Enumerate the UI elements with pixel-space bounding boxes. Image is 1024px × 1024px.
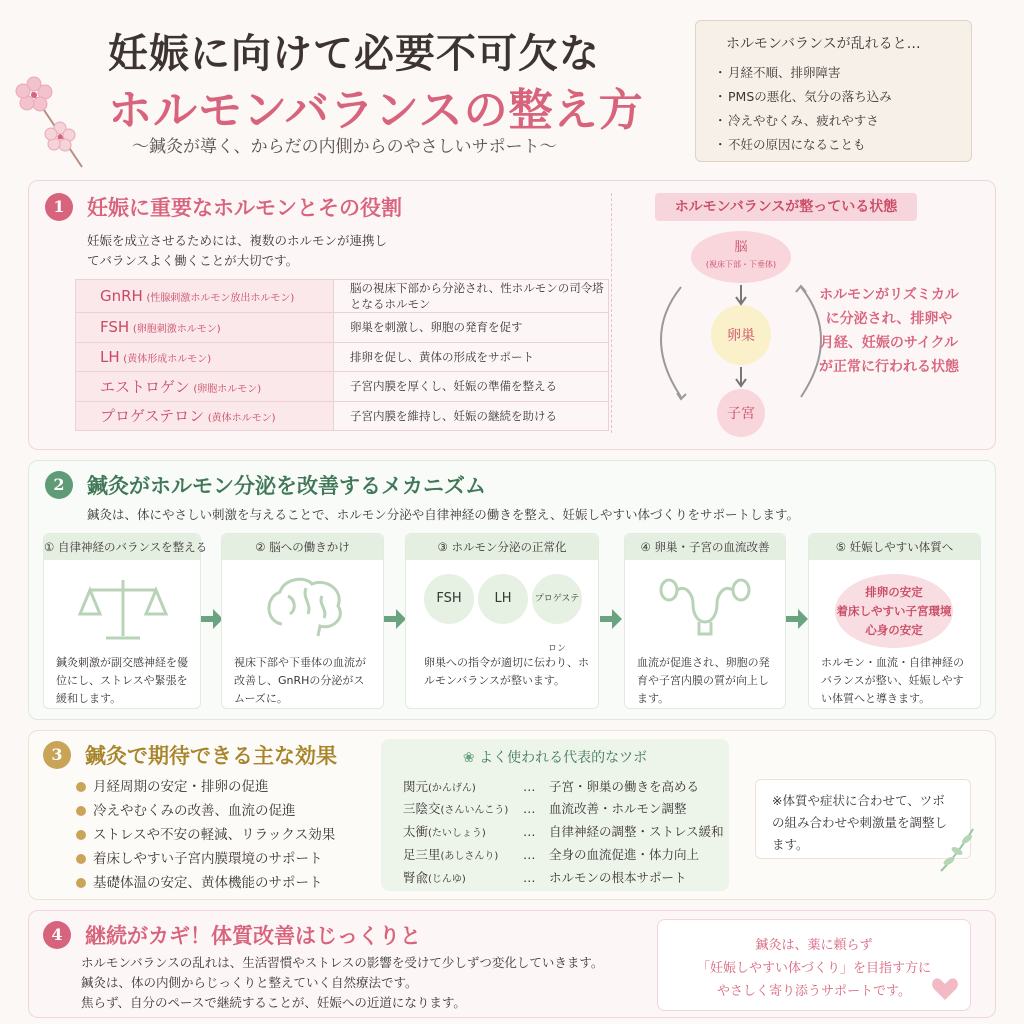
text-line: ホルモンバランスの乱れは、生活習慣やストレスの影響を受けて少しずつ変化していきます。 xyxy=(81,955,604,970)
hormone-desc: 卵巣を刺激し、卵胞の発育を促す xyxy=(334,313,609,343)
hormone-sub: (卵胞ホルモン) xyxy=(193,383,262,395)
tsubo-reading: (じんゆ) xyxy=(428,874,466,885)
tsubo-name: 腎兪 xyxy=(403,870,429,885)
heart-icon xyxy=(931,977,959,1001)
balance-description: ホルモンがリズミカルに分泌され、排卵や月経、妊娠のサイクルが正常に行われる状態 xyxy=(819,287,959,375)
divider xyxy=(611,193,612,433)
section-number: 1 xyxy=(45,193,73,221)
leaf-icon: ❀ xyxy=(462,750,475,766)
tsubo-reading: (かんげん) xyxy=(428,783,476,794)
step-title: ⑤ 妊娠しやすい体質へ xyxy=(809,534,980,560)
tsubo-effect: 全身の血流促進・体力向上 xyxy=(549,847,700,862)
mechanism-step xyxy=(624,533,786,709)
hormone-desc: 子宮内膜を維持し、妊娠の継続を助ける xyxy=(334,401,609,431)
hormone-name: GnRH xyxy=(100,287,143,305)
step-description: 視床下部や下垂体の血流が改善し、GnRHの分泌がスムーズに。 xyxy=(234,656,366,705)
arrow-right-icon xyxy=(600,609,622,629)
uterus-icon xyxy=(657,576,753,640)
table-row xyxy=(76,280,609,313)
hormone-sub: (黄体形成ホルモン) xyxy=(123,353,212,365)
effects-list xyxy=(73,775,335,895)
hormone-desc: 脳の視床下部から分泌され、性ホルモンの司令塔となるホルモン xyxy=(334,280,609,313)
arrow-right-icon xyxy=(201,609,223,629)
section-number: 2 xyxy=(45,471,73,499)
note-line: 鍼灸は、薬に頼らず xyxy=(755,938,873,953)
text-line: 鍼灸は、体の内側からじっくりと整えていく自然療法です。 xyxy=(81,975,418,990)
section-continuation xyxy=(28,910,996,1018)
hormone-name: プロゲステロン xyxy=(100,407,205,426)
hormone-sub: (性腺刺激ホルモン放出ホルモン) xyxy=(146,293,295,304)
list-item: 着床しやすい子宮内膜環境のサポート xyxy=(73,847,335,871)
hormone-name: FSH xyxy=(100,318,130,337)
step-title: ③ ホルモン分泌の正常化 xyxy=(406,534,598,560)
hormone-desc: 子宮内膜を厚くし、妊娠の準備を整える xyxy=(334,372,609,402)
tsubo-effect: ホルモンの根本サポート xyxy=(549,870,687,885)
brain-icon xyxy=(262,574,348,640)
mechanism-step xyxy=(405,533,599,709)
imbalance-box xyxy=(695,20,972,162)
hormone-circle: LH xyxy=(478,574,528,624)
result-item: 心身の安定 xyxy=(865,623,923,637)
hormone-desc: 排卵を促し、黄体の形成をサポート xyxy=(334,342,609,372)
text-line: 焦らず、自分のペースで継続することが、妊娠への近道になります。 xyxy=(81,995,466,1010)
hormone-table xyxy=(75,279,609,431)
tsubo-reading: (あしさんり) xyxy=(440,851,499,862)
note-line: やさしく寄り添うサポートです。 xyxy=(717,984,911,999)
step-description: ホルモン・血流・自律神経のバランスが整い、妊娠しやすい体質へと導きます。 xyxy=(821,656,964,705)
page-title-line2: ホルモンバランスの整え方 xyxy=(108,85,644,136)
uterus-label: 子宮 xyxy=(727,406,755,422)
tsubo-effect: 血流改善・ホルモン調整 xyxy=(549,801,687,816)
imbalance-item: ・ 不妊の原因になることも xyxy=(714,133,953,157)
balance-title: ホルモンバランスが整っている状態 xyxy=(655,193,917,221)
hormone-cycle-diagram xyxy=(641,227,841,437)
table-row xyxy=(76,342,609,372)
tsubo-separator: … xyxy=(523,847,536,862)
tsubo-row xyxy=(403,799,687,817)
page-title-line1: 妊娠に向けて必要不可欠な xyxy=(108,30,600,77)
section-title: 鍼灸がホルモン分泌を改善するメカニズム xyxy=(87,473,486,498)
tsubo-name: 三陰交 xyxy=(403,801,441,816)
arrow-right-icon xyxy=(384,609,406,629)
imbalance-title: ホルモンバランスが乱れると… xyxy=(726,36,921,52)
tsubo-separator: … xyxy=(523,870,536,885)
tsubo-row xyxy=(403,868,687,886)
tsubo-name: 太衝 xyxy=(403,824,429,839)
mechanism-step xyxy=(221,533,384,709)
tsubo-row xyxy=(403,822,724,840)
note-line: 「妊娠しやすい体づくり」を目指す方に xyxy=(696,961,931,976)
tsubo-row xyxy=(403,777,699,795)
step-description: 鍼灸刺激が副交感神経を優位にし、ストレスや緊張を緩和します。 xyxy=(56,656,188,705)
tsubo-separator: … xyxy=(523,801,536,816)
hormone-name-cell xyxy=(76,372,334,402)
hormone-name: エストロゲン xyxy=(100,377,190,396)
step-title: ① 自律神経のバランスを整える xyxy=(44,534,200,560)
tsubo-effect: 子宮・卵巣の働きを高める xyxy=(549,779,700,794)
list-item: ストレスや不安の軽減、リラックス効果 xyxy=(73,823,335,847)
step-title: ④ 卵巣・子宮の血流改善 xyxy=(625,534,785,560)
cherry-blossom-icon xyxy=(12,72,102,172)
step-description: 卵巣への指令が適切に伝わり、ホルモンバランスが整います。 xyxy=(424,656,589,687)
hormone-name-cell xyxy=(76,401,334,431)
table-row xyxy=(76,401,609,431)
tsubo-reading: (たいしょう) xyxy=(428,828,486,839)
list-item: 冷えやむくみの改善、血流の促進 xyxy=(73,799,335,823)
leaf-branch-icon xyxy=(937,825,977,873)
hormone-sub: (黄体ホルモン) xyxy=(207,413,276,425)
hormone-circle: FSH xyxy=(424,574,474,624)
brain-node xyxy=(691,231,791,283)
result-oval xyxy=(835,574,953,648)
imbalance-item: ・ 月経不順、排卵障害 xyxy=(714,61,953,85)
hormone-sub: (卵胞刺激ホルモン) xyxy=(132,324,221,336)
mechanism-step xyxy=(43,533,208,709)
tsubo-separator: … xyxy=(523,824,536,839)
section-intro: 鍼灸は、体にやさしい刺激を与えることで、ホルモン分泌や自律神経の働きを整え、妊娠しやすい体づくりをサポートします。 xyxy=(87,507,800,522)
hormone-name: LH xyxy=(100,347,120,366)
tsubo-box xyxy=(381,739,729,891)
imbalance-item: ・ PMSの悪化、気分の落ち込み xyxy=(714,85,953,109)
tsubo-name: 関元 xyxy=(403,779,429,794)
step-title: ② 脳への働きかけ xyxy=(222,534,383,560)
tsubo-effect: 自律神経の調整・ストレス緩和 xyxy=(549,824,724,839)
list-item: 基礎体温の安定、黄体機能のサポート xyxy=(73,871,335,895)
result-item: 着床しやすい子宮環境 xyxy=(836,604,952,618)
section-intro: 妊娠を成立させるためには、複数のホルモンが連携してバランスよく働くことが大切です。 xyxy=(87,233,388,268)
result-item: 排卵の安定 xyxy=(865,585,923,599)
tsubo-title xyxy=(381,747,729,767)
section-title: 鍼灸で期待できる主な効果 xyxy=(85,743,337,768)
table-row xyxy=(76,372,609,402)
closing-note xyxy=(657,919,971,1011)
section-number: 4 xyxy=(43,921,71,949)
section-mechanism xyxy=(28,460,996,720)
mechanism-step xyxy=(808,533,981,709)
section-title: 妊娠に重要なホルモンとその役割 xyxy=(87,195,402,220)
brain-label: 脳 xyxy=(734,240,748,255)
hormone-name-cell xyxy=(76,342,334,372)
section-effects xyxy=(28,730,996,900)
section-hormones xyxy=(28,180,996,450)
scale-icon xyxy=(78,574,168,644)
tsubo-title-text: よく使われる代表的なツボ xyxy=(479,750,648,766)
list-item: 月経周期の安定・排卵の促進 xyxy=(73,775,335,799)
section-title: 継続がカギ！体質改善はじっくりと xyxy=(85,923,421,948)
hormone-circle: プロゲステロン xyxy=(532,574,582,624)
tsubo-row xyxy=(403,845,699,863)
imbalance-item: ・ 冷えやむくみ、疲れやすさ xyxy=(714,109,953,133)
table-row xyxy=(76,313,609,343)
arrow-right-icon xyxy=(786,609,808,629)
step-description: 血流が促進され、卵胞の発育や子宮内膜の質が向上します。 xyxy=(637,656,770,705)
section-number: 3 xyxy=(43,741,71,769)
section-text xyxy=(81,953,641,1013)
ovary-label: 卵巣 xyxy=(727,328,755,344)
tsubo-separator: … xyxy=(523,779,536,794)
page-subtitle: 〜鍼灸が導く、からだの内側からのやさしいサポート〜 xyxy=(132,137,557,157)
tsubo-name: 足三里 xyxy=(403,847,441,862)
tsubo-reading: (さんいんこう) xyxy=(440,805,509,816)
tsubo-note: ※体質や症状に合わせて、ツボの組み合わせや刺激量を調整します。 xyxy=(755,779,971,859)
brain-sub-label: (視床下部・下垂体) xyxy=(705,260,777,269)
hormone-name-cell xyxy=(76,280,334,313)
hormone-name-cell xyxy=(76,313,334,343)
